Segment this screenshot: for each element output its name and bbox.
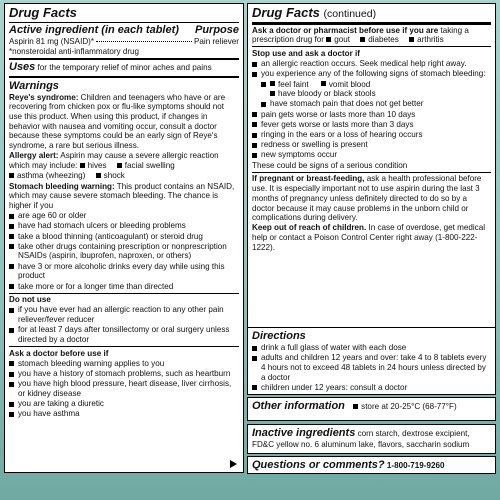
ask-pharmacist-text: taking a prescription drug for [252, 25, 469, 45]
symptom-option: have bloody or black stools [270, 89, 376, 98]
purpose-heading: Purpose [194, 24, 239, 37]
ask-pharmacist-heading: Ask a doctor or pharmacist before use if you are [252, 25, 439, 35]
continue-arrow-icon [230, 460, 237, 468]
bleeding-list [9, 211, 239, 291]
list-item: are age 60 or older [9, 211, 239, 221]
list-item: redness or swelling is present [252, 140, 491, 150]
keep-out-heading: Keep out of reach of children. [252, 223, 367, 233]
condition-option: arthritis [409, 35, 444, 44]
do-not-use-list [9, 305, 239, 344]
list-item: an allergic reaction occurs. Seek medical help right away. [252, 59, 491, 69]
questions-heading: Questions or comments? [252, 459, 385, 471]
bleeding-label: Stomach bleeding warning: [9, 181, 115, 191]
drug-facts-panel-left [4, 3, 244, 473]
uses-text: for the temporary relief of minor aches and pains [37, 63, 212, 73]
list-item: if you have ever had an allergic reaction to any other pain reliever/fever reducer [9, 305, 239, 324]
symptom-option: feel faint [270, 80, 309, 89]
allergy-option: shock [96, 171, 125, 180]
symptom-option: vomit blood [321, 80, 370, 89]
warnings-heading: Warnings [9, 79, 59, 92]
questions-phone: 1-800-719-9260 [386, 461, 445, 470]
list-item: have had stomach ulcers or bleeding problems [9, 221, 239, 231]
list-item: take more or for a longer time than directed [9, 282, 239, 292]
list-item: ringing in the ears or a loss of hearing occurs [252, 130, 491, 140]
list-item: you experience any of the following signs of stomach bleeding: [252, 69, 491, 79]
other-info-heading: Other information [252, 400, 345, 412]
stop-use-list [252, 59, 491, 160]
directions-list [252, 343, 491, 393]
pregnant-text: ask a health professional before use. It is especially important not to use aspirin during the last 3 months of pregnancy unless definitely directed to do so by a doctor because it may cause problems in the unborn child or complications during delivery. [252, 174, 482, 223]
stop-use-footer: These could be signs of a serious condition [252, 160, 408, 170]
drug-facts-title: Drug Facts [9, 5, 77, 20]
directions-heading: Directions [252, 330, 306, 342]
list-item: you have asthma [9, 409, 239, 419]
list-item: take a blood thinning (anticoagulant) or steroid drug [9, 232, 239, 242]
bleeding-text: This product contains an NSAID, which may cause severe stomach bleeding. The chance is higher if you [9, 181, 235, 210]
list-item: you have a history of stomach problems, such as heartburn [9, 369, 239, 379]
uses-heading: Uses [9, 61, 36, 74]
list-item: pain gets worse or lasts more than 10 days [252, 110, 491, 120]
reyes-text: Children and teenagers who have or are recovering from chicken pox or flu-like symptoms should not use this product. When using this product, if changes in behavior with nausea and vomiting occur, consult a doctor because these symptoms could be an early sign of Reye's syndrome, a rare but serious illness. [9, 92, 226, 151]
do-not-use-heading: Do not use [9, 295, 51, 305]
list-item: adults and children 12 years and over: take 4 to 8 tablets every 4 hours not to exceed 48 tablets in 24 hours unless directed by a doctor [252, 353, 491, 382]
allergy-option: hives [80, 161, 107, 170]
list-item: for at least 7 days after tonsillectomy or oral surgery unless directed by a doctor [9, 325, 239, 344]
list-item: have stomach pain that does not get better [252, 99, 491, 109]
inactive-heading: Inactive ingredients [252, 427, 356, 439]
list-item: new symptoms occur [252, 150, 491, 160]
drug-facts-title-continued: Drug Facts [252, 5, 320, 20]
condition-option: diabetes [360, 35, 399, 44]
stop-use-heading: Stop use and ask a doctor if [252, 48, 360, 58]
condition-option: gout [326, 35, 350, 44]
inactive-text: corn starch, dextrose excipient, FD&C yellow no. 6 aluminum lake, flavors, saccharin sodium [252, 429, 470, 450]
list-item: have 3 or more alcoholic drinks every day while using this product [9, 262, 239, 281]
active-ingredient-heading: Active ingredient (in each tablet) [9, 24, 179, 37]
list-item [252, 80, 491, 99]
other-info-box [247, 397, 496, 421]
other-info-text: store at 20-25°C (68-77°F) [361, 402, 457, 411]
reyes-label: Reye's syndrome: [9, 92, 79, 102]
inactive-ingredients-box [247, 424, 496, 454]
list-item: take other drugs containing prescription or nonprescription NSAIDs (aspirin, ibuprofen, naproxen, or others) [9, 242, 239, 261]
list-item: you have high blood pressure, heart disease, liver cirrhosis, or kidney disease [9, 379, 239, 398]
list-item: you are taking a diuretic [9, 399, 239, 409]
list-item: fever gets worse or lasts more than 3 days [252, 120, 491, 130]
pregnant-heading: If pregnant or breast-feeding, [252, 174, 365, 184]
allergy-text: Aspirin may cause a severe allergic reaction which may include: [9, 151, 219, 171]
keep-out-text: In case of overdose, get medical help or contact a Poison Control Center right away (1-800-222-1222). [252, 223, 486, 252]
directions-box [247, 327, 496, 395]
ask-doctor-list [9, 359, 239, 419]
nsaid-note: *nonsteroidal anti-inflammatory drug [9, 46, 140, 56]
list-item: drink a full glass of water with each dose [252, 343, 491, 353]
allergy-option: asthma (wheezing) [9, 171, 85, 180]
allergy-label: Allergy alert: [9, 151, 59, 161]
questions-box [247, 456, 496, 474]
active-ingredient: Aspirin 81 mg (NSAID)* [9, 36, 95, 46]
drug-facts-panel-right [247, 3, 496, 333]
list-item: stomach bleeding warning applies to you [9, 359, 239, 369]
allergy-option: facial swelling [117, 161, 175, 170]
ask-doctor-heading: Ask a doctor before use if [9, 348, 109, 358]
continued-label: (continued) [323, 8, 377, 20]
purpose-value: Pain reliever [194, 36, 239, 46]
list-item: children under 12 years: consult a doctor [252, 383, 491, 393]
